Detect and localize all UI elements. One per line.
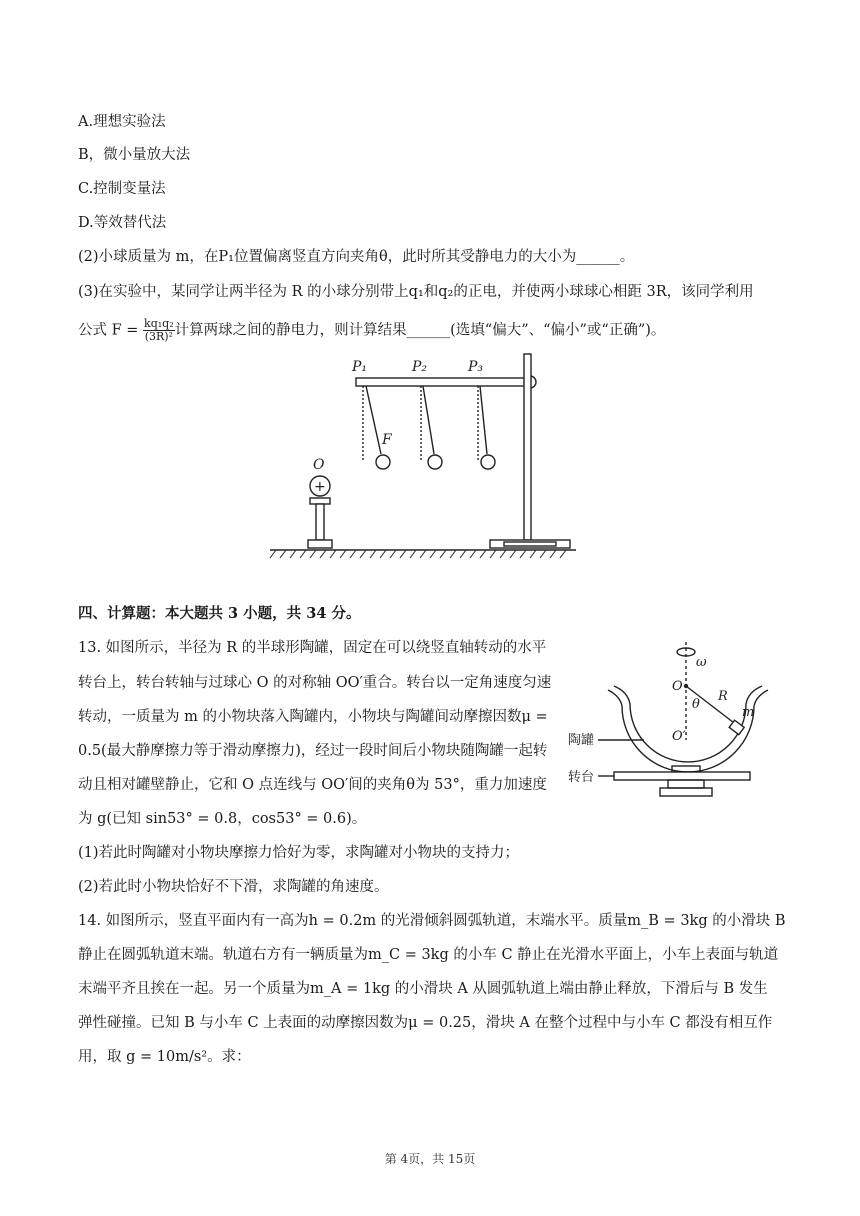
q13-line: 0.5(最大静摩擦力等于滑动摩擦力)，经过一段时间后小物块随陶罐一起转 — [78, 743, 548, 759]
label-p1: P₁ — [352, 359, 368, 375]
turntable-base — [660, 788, 712, 796]
crossbar — [356, 378, 534, 386]
option-d: D.等效替代法 — [78, 215, 167, 231]
formula-suffix: 计算两球之间的静电力，则计算结果______(选填“偏大”、“偏小”或“正确”)。 — [174, 322, 666, 339]
pendulum-3-string — [480, 386, 487, 454]
label-turntable: 转台 — [568, 770, 595, 785]
pendulum-1-string — [366, 386, 381, 454]
formula-denominator: (3R)² — [144, 330, 173, 343]
label-center-o: O — [313, 457, 325, 473]
question-12-part-2: (2)小球质量为 m，在P₁位置偏离竖直方向夹角θ，此时所其受静电力的大小为______。 — [78, 249, 635, 265]
support-pole — [524, 354, 531, 540]
block-m — [729, 720, 744, 734]
section-title: 四、计算题：本大题共 3 小题，共 34 分。 — [78, 605, 361, 622]
pendulum-1-ball — [376, 455, 390, 469]
formula-fraction — [143, 318, 175, 343]
stand-base — [490, 540, 570, 548]
q14-line: 末端平齐且挨在一起。另一个质量为m_A = 1kg 的小滑块 A 从圆弧轨道上端由静止释放，下滑后与 B 发生 — [78, 981, 768, 997]
pendulum-2-string — [423, 386, 434, 454]
formula-numerator: kq₁q₂ — [144, 317, 174, 330]
q13-sub-2: (2)若此时小物块恰好不下滑，求陶罐的角速度。 — [78, 879, 389, 895]
question-12-part-3-line-1: (3)在实验中，某同学让两半径为 R 的小球分别带上q₁和q₂的正电，并使两小球球心相距 3R，该同学利用 — [78, 284, 754, 300]
q13-line: 动且相对罐壁静止，它和 O 点连线与 OO′间的夹角θ为 53°，重力加速度 — [78, 777, 547, 793]
label-force: F — [382, 432, 392, 448]
q13-line: 13. 如图所示，半径为 R 的半球形陶罐，固定在可以绕竖直轴转动的水平 — [78, 640, 547, 656]
page-footer: 第 4页，共 15页 — [384, 1152, 476, 1166]
label-o-prime: O′ — [672, 729, 686, 744]
label-bowl: 陶罐 — [568, 733, 595, 748]
option-b: B，微小量放大法 — [78, 147, 191, 163]
q13-line: 转台上，转台转轴与过球心 O 的对称轴 OO′重合。转台以一定角速度匀速 — [78, 675, 552, 691]
q14-line: 用，取 g = 10m/s²。求： — [78, 1049, 251, 1065]
pendulum-2-ball — [428, 455, 442, 469]
q13-sub-1: (1)若此时陶罐对小物块摩擦力恰好为零，求陶罐对小物块的支持力； — [78, 845, 520, 861]
q13-line: 为 g(已知 sin53° = 0.8，cos53° = 0.6)。 — [78, 811, 367, 827]
label-omega: ω — [696, 655, 707, 670]
insulator-post — [316, 504, 324, 540]
label-m: m — [742, 705, 755, 720]
label-o: O — [672, 679, 683, 694]
label-theta: θ — [692, 697, 700, 712]
option-c: C.控制变量法 — [78, 181, 166, 197]
label-p3: P₃ — [468, 359, 484, 375]
q14-line: 静止在圆弧轨道末端。轨道右方有一辆质量为m_C = 3kg 的小车 C 静止在光滑水平面上，小车上表面与轨道 — [78, 947, 779, 963]
label-p2: P₂ — [412, 359, 428, 375]
option-a: A.理想实验法 — [78, 114, 166, 130]
turntable-top — [614, 772, 750, 780]
bowl-outer — [608, 690, 768, 772]
coulomb-experiment-figure — [268, 350, 578, 565]
q14-line: 弹性碰撞。已知 B 与小车 C 上表面的动摩擦因数为μ = 0.25，滑块 A 在整个过程中与小车 C 都没有相互作 — [78, 1015, 773, 1031]
turntable-column — [668, 780, 704, 788]
ground-hatch — [270, 550, 566, 558]
center-point — [684, 684, 688, 688]
plus-sign-icon: + — [314, 479, 326, 495]
pendulum-3-ball — [481, 455, 495, 469]
q13-line: 转动，一质量为 m 的小物块落入陶罐内，小物块与陶罐间动摩擦因数μ = — [78, 709, 548, 725]
formula-prefix: 公式 F = — [78, 322, 144, 339]
question-12-part-3-line-2 — [78, 318, 665, 343]
bowl-turntable-figure — [568, 640, 788, 810]
insulator-base — [308, 540, 332, 548]
q14-line: 14. 如图所示，竖直平面内有一高为h = 0.2m 的光滑倾斜圆弧轨道，末端水平。质量m_B = 3kg 的小滑块 B — [78, 913, 786, 929]
insulator-cap — [310, 498, 330, 504]
label-r: R — [718, 689, 728, 704]
